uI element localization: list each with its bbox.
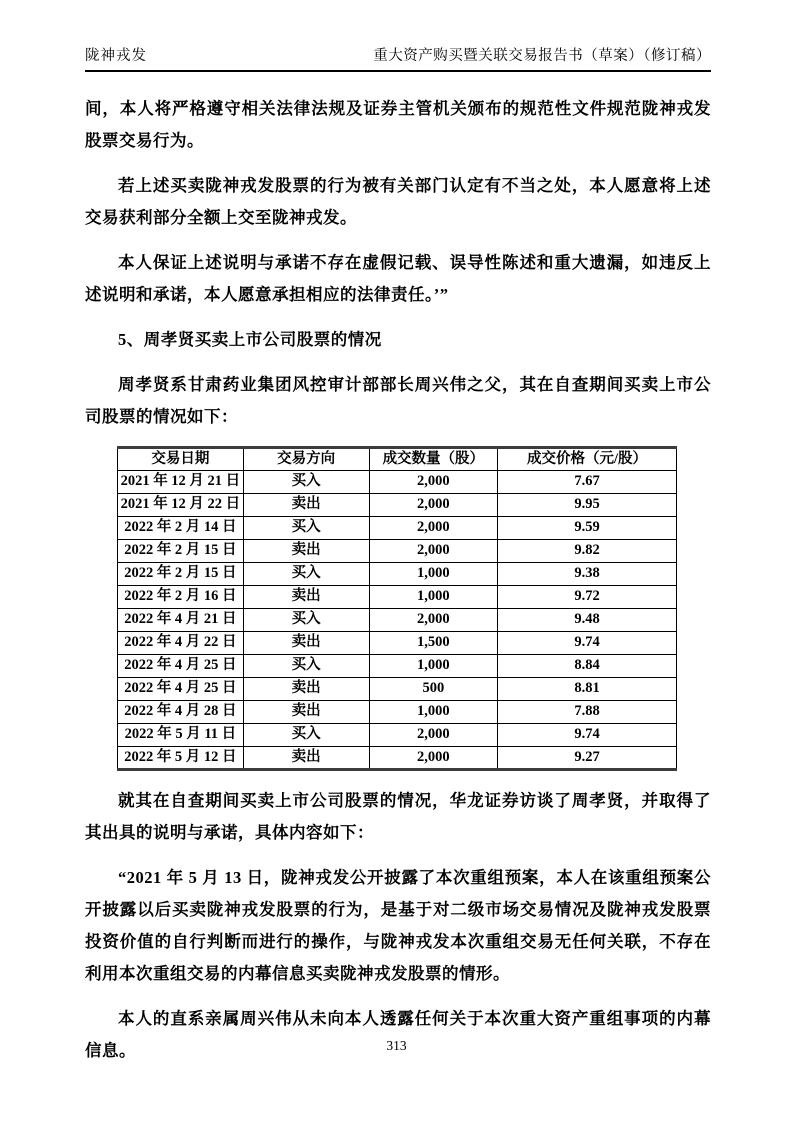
table-cell: 2021 年 12 月 22 日 (118, 494, 244, 517)
table-row (118, 609, 677, 632)
table-cell: 卖出 (243, 494, 369, 517)
table-cell: 2022 年 2 月 16 日 (118, 586, 244, 609)
table-cell: 2,000 (369, 724, 498, 747)
table-cell: 1,000 (369, 586, 498, 609)
table-cell: 7.88 (498, 701, 677, 724)
table-cell: 买入 (243, 655, 369, 678)
table-row (118, 540, 677, 563)
table-cell: 买入 (243, 563, 369, 586)
table-cell: 7.67 (498, 471, 677, 494)
table-cell: 1,000 (369, 563, 498, 586)
table-cell: 8.84 (498, 655, 677, 678)
table-cell: 2022 年 4 月 28 日 (118, 701, 244, 724)
table-cell: 买入 (243, 609, 369, 632)
table-cell: 2022 年 4 月 25 日 (118, 678, 244, 701)
table-cell: 2022 年 2 月 15 日 (118, 563, 244, 586)
table-cell: 2022 年 2 月 14 日 (118, 517, 244, 540)
table-cell: 9.82 (498, 540, 677, 563)
paragraph: 本人的直系亲属周兴伟从未向本人透露任何关于本次重大资产重组事项的内幕信息。 (85, 1009, 711, 1060)
paragraph: 本人保证上述说明与承诺不存在虚假记载、误导性陈述和重大遗漏，如违反上述说明和承诺，本人愿意承担相应的法律责任。’” (85, 253, 711, 304)
header-company-name: 陇神戎发 (85, 48, 147, 64)
table-header-cell: 成交数量（股） (369, 448, 498, 471)
table-cell: 8.81 (498, 678, 677, 701)
table-cell: 9.74 (498, 632, 677, 655)
table-cell: 9.74 (498, 724, 677, 747)
table-cell: 2,000 (369, 609, 498, 632)
table-cell: 9.59 (498, 517, 677, 540)
table-cell: 9.38 (498, 563, 677, 586)
table-cell: 2022 年 5 月 12 日 (118, 747, 244, 770)
table-cell: 1,000 (369, 655, 498, 678)
table-cell: 买入 (243, 471, 369, 494)
table-cell: 卖出 (243, 678, 369, 701)
table-cell: 卖出 (243, 747, 369, 770)
table-cell: 2022 年 4 月 25 日 (118, 655, 244, 678)
paragraph: 就其在自查期间买卖上市公司股票的情况，华龙证券访谈了周孝贤，并取得了其出具的说明与承诺，具体内容如下： (85, 791, 711, 842)
table-cell: 卖出 (243, 701, 369, 724)
table-header-cell: 交易日期 (118, 448, 244, 471)
trades-table (117, 446, 677, 771)
table-header-cell: 交易方向 (243, 448, 369, 471)
table-cell: 9.95 (498, 494, 677, 517)
paragraph: 周孝贤系甘肃药业集团风控审计部部长周兴伟之父，其在自查期间买卖上市公司股票的情况如下： (85, 375, 711, 426)
header-report-title: 重大资产购买暨关联交易报告书（草案）（修订稿） (373, 48, 711, 64)
table-row (118, 586, 677, 609)
table-cell: 买入 (243, 724, 369, 747)
table-cell: 2,000 (369, 494, 498, 517)
table-cell: 9.72 (498, 586, 677, 609)
table-cell: 2,000 (369, 540, 498, 563)
table-cell: 1,000 (369, 701, 498, 724)
table-row (118, 724, 677, 747)
table-cell: 9.48 (498, 609, 677, 632)
table-cell: 2022 年 2 月 15 日 (118, 540, 244, 563)
table-cell: 卖出 (243, 540, 369, 563)
table-header-row (118, 448, 677, 471)
section-heading: 5、周孝贤买卖上市公司股票的情况 (118, 330, 382, 349)
table-cell: 2,000 (369, 471, 498, 494)
trades-table-body (118, 471, 677, 770)
table-cell: 500 (369, 678, 498, 701)
table-row (118, 517, 677, 540)
document-header (85, 44, 711, 72)
page-content (85, 44, 711, 1080)
table-row (118, 701, 677, 724)
table-cell: 卖出 (243, 586, 369, 609)
paragraph: 若上述买卖陇神戎发股票的行为被有关部门认定有不当之处，本人愿意将上述交易获利部分全额上交至陇神戎发。 (85, 176, 711, 227)
table-row (118, 655, 677, 678)
table-cell: 卖出 (243, 632, 369, 655)
table-header-cell: 成交价格（元/股） (498, 448, 677, 471)
page-number: 313 (386, 1038, 407, 1053)
table-row (118, 471, 677, 494)
table-cell: 2021 年 12 月 21 日 (118, 471, 244, 494)
table-row (118, 747, 677, 770)
table-cell: 2,000 (369, 517, 498, 540)
table-cell: 2022 年 4 月 21 日 (118, 609, 244, 632)
table-cell: 9.27 (498, 747, 677, 770)
document-body (85, 93, 711, 1067)
table-row (118, 632, 677, 655)
table-cell: 买入 (243, 517, 369, 540)
table-row (118, 563, 677, 586)
table-cell: 1,500 (369, 632, 498, 655)
table-cell: 2022 年 4 月 22 日 (118, 632, 244, 655)
table-row (118, 678, 677, 701)
paragraph-continuation: 间，本人将严格遵守相关法律法规及证券主管机关颁布的规范性文件规范陇神戎发股票交易行为。 (85, 99, 711, 150)
table-cell: 2022 年 5 月 11 日 (118, 724, 244, 747)
table-row (118, 494, 677, 517)
paragraph: “2021 年 5 月 13 日，陇神戎发公开披露了本次重组预案，本人在该重组预案公开披露以后买卖陇神戎发股票的行为，是基于对二级市场交易情况及陇神戎发股票投资价值的自行判断而进行的操作，与陇神戎发本次重组交易无任何关联，不存在利用本次重组交易的内幕信息买卖陇神戎发股票的情形。 (85, 868, 711, 983)
table-cell: 2,000 (369, 747, 498, 770)
